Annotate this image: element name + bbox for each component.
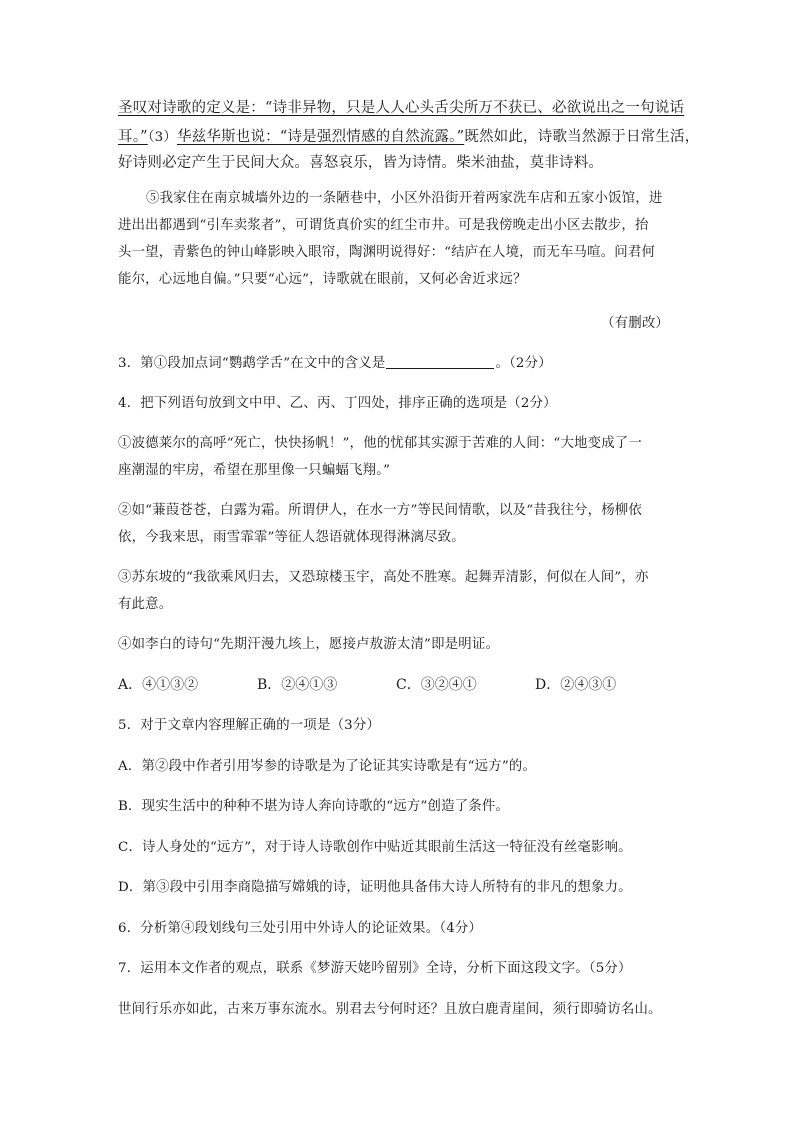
source-note: （有删改） (601, 316, 669, 331)
passage-p4-line2-rest: 既然如此，诗歌当然源于日常生活， (464, 129, 700, 145)
underlined-wordsworth-quote: 华兹华斯也说：“诗是强烈情感的自然流露。” (176, 129, 465, 145)
question-4-option-d[interactable]: D．②④③① (535, 677, 617, 693)
question-4-sentence-1-line1: ①波德莱尔的高呼“死亡，快快扬帆！”，他的忧郁其实源于苦难的人间：“大地变成了一 (118, 436, 642, 451)
question-5-option-a[interactable]: A．第②段中作者引用岑参的诗歌是为了论证其实诗歌是有“远方”的。 (118, 759, 537, 774)
passage-p4-line2 (118, 127, 699, 148)
question-3 (118, 354, 552, 374)
answer-blank[interactable] (386, 354, 494, 369)
citation-marker: （3） (147, 130, 177, 145)
question-4-option-c[interactable]: C．③②④① (396, 677, 477, 693)
underlined-quote-end: 耳。” (118, 129, 148, 145)
question-4-stem: 4．把下列语句放到文中甲、乙、丙、丁四处，排序正确的选项是（2分） (118, 396, 557, 411)
question-5-option-d[interactable]: D．第③段中引用李商隐描写嫦娥的诗，证明他具备伟大诗人所特有的非凡的想象力。 (118, 880, 632, 895)
passage-p5-line1: ⑤我家住在南京城墙外边的一条陋巷中，小区外沿街开着两家洗车店和五家小饭馆，进 (146, 191, 663, 206)
question-5-option-c[interactable]: C．诗人身处的“远方”，对于诗人诗歌创作中贴近其眼前生活这一特征没有丝毫影响。 (118, 840, 632, 855)
question-4-sentence-3-line1: ③苏东坡的“我欲乘风归去，又恐琼楼玉宇，高处不胜寒。起舞弄清影，何似在人间”，亦 (118, 570, 649, 585)
passage-p5-line4: 能尔，心远地自偏。”只要“心远”，诗歌就在眼前，又何必舍近求远？ (118, 272, 527, 287)
passage-p5-line3: 头一望，青紫色的钟山峰影映入眼帘，陶渊明说得好：“结庐在人境，而无车马喧。问君何 (118, 245, 656, 260)
question-7: 7．运用本文作者的观点，联系《梦游天姥吟留别》全诗，分析下面这段文字。（5分） (118, 961, 632, 976)
question-6: 6．分析第④段划线句三处引用中外诗人的论证效果。（4分） (118, 921, 483, 936)
question-4-option-b[interactable]: B．②④①③ (257, 677, 338, 693)
question-4-sentence-2-line2: 依，今我来思，雨雪霏霏”等征人怨语就体现得淋漓尽致。 (118, 530, 465, 545)
question-5-option-b[interactable]: B．现实生活中的种种不堪为诗人奔向诗歌的“远方”创造了条件。 (118, 799, 510, 814)
question-4-sentence-4: ④如李白的诗句“先期汗漫九垓上，愿接卢敖游太清”即是明证。 (118, 637, 500, 652)
question-4-sentence-1-line2: 座潮湿的牢房，希望在那里像一只蝙蝠飞翔。” (118, 463, 391, 478)
passage-p4-line1: 圣叹对诗歌的定义是：“诗非异物，只是人人心头舌尖所万不获已、必欲说出之一句说话 (118, 100, 685, 116)
question-3-text: 3．第①段加点词“鹦鹉学舌”在文中的含义是 (118, 356, 386, 371)
question-5-stem: 5．对于文章内容理解正确的一项是（3分） (118, 718, 381, 733)
passage-p4-line3: 好诗则必定产生于民间大众。喜怒哀乐，皆为诗情。柴米油盐，莫非诗料。 (118, 155, 604, 171)
question-3-score: 。（2分） (495, 356, 552, 371)
question-4-sentence-2-line1: ②如“蒹葭苍苍，白露为霜。所谓伊人，在水一方”等民间情歌，以及“昔我往兮，杨柳依 (118, 503, 642, 518)
question-7-quote: 世间行乐亦如此，古来万事东流水。别君去兮何时还？且放白鹿青崖间，须行即骑访名山。 (118, 1002, 662, 1017)
passage-p5-line2: 进出出都遇到“引车卖浆者”，可谓货真价实的红尘市井。可是我傍晚走出小区去散步，抬 (118, 218, 649, 233)
question-4-option-a[interactable]: A．④①③② (118, 677, 199, 693)
question-4-sentence-3-line2: 有此意。 (118, 597, 173, 612)
